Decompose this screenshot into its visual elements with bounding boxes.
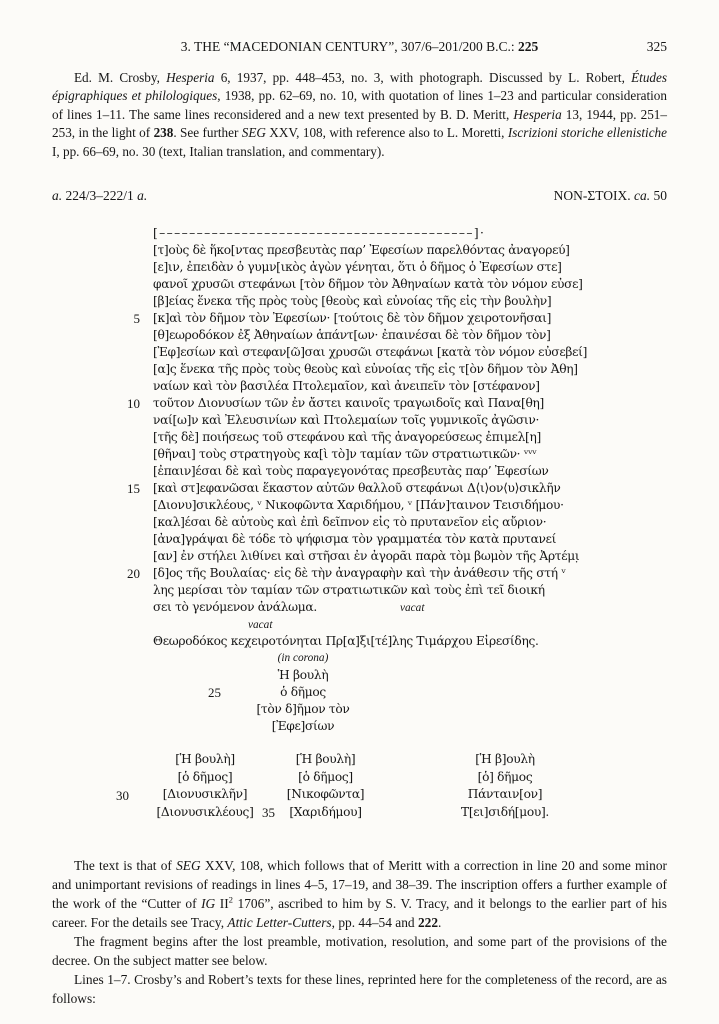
inscription-text: [α]ς ἕνεκα τῆς πρὸς τοὺς θεοὺς καὶ εὐνοίας τῆς εἰς τ[ὸν δῆμον τὸν Ἀθη]	[153, 362, 578, 377]
inscription-text: [β]είας ἕνεκα τῆς πρὸς τοὺς [θεοὺς καὶ εὐνοίας τῆς εἰς τὴν βουλὴν]	[153, 294, 552, 309]
inscription-line	[153, 344, 667, 361]
inscription-text: ὁ δῆμος	[280, 685, 326, 700]
inscription-text: ναίων καὶ τὸν βασιλέα Πτολεμαῖον, καὶ ἀνειπεῖν τὸν [στέφανον]	[153, 379, 540, 394]
inscription-text: [θῆναι] τοὺς στρατηγοὺς κα[ὶ τὸ]ν ταμίαν τῶν στρατιωτικῶν· ᵛᵛᵛ	[153, 447, 537, 462]
inscription-text: [καὶ στ]εφανῶσαι ἕκαστον αὐτῶν θαλλοῦ στεφάνωι Δ⟨ι⟩ον⟨υ⟩σικλῆν	[153, 481, 561, 496]
crown-columns-block	[52, 751, 667, 829]
text-segment: Hesperia	[513, 106, 562, 122]
crown-line: [ὁ δῆμος]	[298, 769, 353, 784]
line-number: 25	[208, 685, 221, 701]
crown-line: [Νικοφῶντα]	[286, 787, 365, 802]
text-segment: a.	[52, 188, 63, 204]
text-segment: 224/3–222/1	[62, 188, 138, 204]
line-number: 10	[127, 396, 140, 412]
inscription-line	[153, 378, 667, 395]
text-segment: ca.	[634, 188, 651, 204]
crown-line: [Διονυσικλέους]	[156, 804, 254, 819]
text-segment: Iscrizioni storiche ellenistiche	[507, 125, 667, 141]
stoichedon-note	[554, 188, 667, 204]
inscription-text: Ἡ βουλὴ	[277, 668, 329, 683]
inscription-line	[153, 497, 667, 514]
inscription-text: [καλ]έσαι δὲ αὐτοὺς καὶ ἐπὶ δεῖπνον εἰς τὸ πρυτανεῖον εἰς αὔριον·	[153, 515, 547, 530]
inscription-line	[133, 310, 667, 327]
text-segment: 13, 1944, pp. 251–253, in the light of	[52, 106, 667, 141]
text-segment: 222	[417, 915, 439, 931]
inscription-line	[153, 514, 667, 531]
text-segment: 225	[518, 39, 539, 54]
inscription-text: [τὸν δ]ῆμον τὸν	[256, 702, 350, 717]
inscription-line	[127, 480, 667, 497]
date-attribution	[52, 188, 147, 204]
text-segment: IG	[201, 896, 216, 912]
inscription-line	[153, 463, 667, 480]
line-number-35: 35	[262, 805, 275, 821]
inscription-line	[153, 531, 667, 548]
inscription-line	[153, 327, 667, 344]
text-segment: SEG	[176, 858, 201, 874]
text-segment: .	[438, 915, 442, 931]
crown-line: [ὁ δῆμος]	[177, 769, 233, 784]
commentary-paragraph	[52, 932, 667, 970]
page-number: 325	[646, 39, 667, 54]
crown-line: Τ[ει]σιδή[μου].	[460, 804, 550, 819]
crown-line: [Ἡ β]ουλὴ	[475, 752, 535, 767]
commentary-paragraph	[52, 970, 667, 1008]
text-segment: XXV, 108, with reference also to L. Moretti,	[265, 125, 508, 141]
inscription-text: [δ]ος τῆς Βουλαίας· εἰς δὲ τὴν ἀναγραφὴν καὶ τὴν ἀνάθεσιν τῆς στή ᵛ	[153, 566, 566, 581]
inscription-text: [Ἐφ]εσίων καὶ στεφαν[ῶ]σαι χρυσῶι στεφάνωι [κατὰ τὸν νόμον εὐσεβεί]	[153, 345, 588, 360]
text-segment: 3. THE “MACEDONIAN CENTURY”, 307/6–201/200 B.C.:	[180, 39, 518, 54]
inscription-text: [ε]ιν, ἐπειδὰν ὁ γυμν[ικὸς ἀγὼν γένηται, ὅτι ὁ δῆμος ὁ Ἐφεσίων στε]	[153, 260, 562, 275]
inscription-line	[153, 259, 667, 276]
line-number-30: 30	[116, 788, 129, 804]
vacat-line	[153, 616, 667, 633]
inscription-text: φανοῖ χρυσῶι στεφάνωι [τὸν δῆμον τὸν Ἀθηναίων κατὰ τὸν νόμον εὐσε]	[153, 277, 583, 292]
inscription-text: τοῦτον Διονυσίων τῶν ἐν ἄστει καινοῖς τραγωιδοῖς καὶ Πανα[θη]	[153, 396, 544, 411]
commentary-paragraph	[52, 856, 667, 932]
inscription-text: [κ]αὶ τὸν δῆμον τὸν Ἐφεσίων· [τούτοις δὲ τὸν δῆμον χειροτονῆσαι]	[153, 311, 552, 326]
text-segment: 6, 1937, pp. 448–453, no. 3, with photograph. Discussed by L. Robert,	[214, 70, 632, 85]
text-segment: Ed. M. Crosby,	[74, 70, 167, 85]
page-header	[52, 38, 667, 55]
inscription-line	[153, 276, 667, 293]
inscription-text: [αν] ἐν στήλει λιθίνει καὶ στῆσαι ἐν ἀγορᾶι παρὰ τὸμ βωμὸν τῆς Ἀρτέμι̣	[153, 549, 580, 564]
corona-line	[153, 718, 453, 735]
text-segment: Études épigraphiques et philologiques	[52, 70, 667, 104]
text-segment: The fragment begins after the lost preamble, motivation, resolution, and some part of the provisions of the decree. On the subject matter see below.	[52, 934, 667, 969]
inscription-line	[153, 599, 667, 616]
inscription-text: [τ]οὺς δὲ ἥκο[ντας πρεσβευτὰς παρ’ Ἐφεσίων παρελθόντας ἀναγορεύ]	[153, 243, 570, 258]
inscription-line	[127, 565, 667, 582]
text-segment: Lines 1–7. Crosby’s and Robert’s texts for these lines, reprinted here for the completeness of the record, are as follows:	[52, 972, 667, 1007]
inscription-line	[153, 361, 667, 378]
crown-line: [Διονυσικλῆν]	[162, 787, 248, 802]
theorodokos-text: Θεωροδόκος κεχειροτόνηται Πρ[α]ξι[τέ]λης Τιμάρχου Εἰρεσίδης.	[153, 634, 539, 649]
text-segment: 1706”, ascribed to him by S. V. Tracy, and it belongs to the earlier part of his career. For the details see Tracy,	[52, 896, 667, 931]
inscription-line	[153, 293, 667, 310]
corona-line	[153, 684, 453, 701]
line-number: 15	[127, 481, 140, 497]
inscription-lines	[127, 242, 667, 616]
corona-line	[153, 667, 453, 684]
text-segment: a.	[137, 188, 148, 204]
crown-line: Πάνταιν[ον]	[467, 787, 543, 802]
inscription-text: [θ]εωροδόκον ἐξ Ἀθηναίων ἁπάντ[ων· ἐπαινέσαι δὲ τὸν δῆμον τὸν]	[153, 328, 551, 343]
inscription-line	[153, 446, 667, 463]
text-segment: Hesperia	[166, 70, 215, 85]
text-segment: NON-ΣΤΟΙΧ.	[553, 188, 634, 204]
line-number: 20	[127, 566, 140, 582]
bibliography-paragraph	[52, 69, 667, 161]
crown-line: [Χαριδήμου]	[289, 804, 362, 819]
inscription-text: λης μερίσαι τὸν ταμίαν τῶν στρατιωτικῶν καὶ τοὺς ἐπὶ τεῖ διοική	[153, 583, 545, 598]
text-segment: 238	[153, 125, 174, 141]
section-title	[181, 39, 539, 54]
inscription-text: [Ἐφε]σίων	[271, 719, 335, 734]
text-segment: . See further	[173, 125, 242, 141]
text-segment: I, pp. 66–69, no. 30 (text, Italian translation, and commentary).	[52, 143, 385, 159]
inscription-text: ναί[ω]ν καὶ Ἐλευσινίων καὶ Πτολεμαίων τοῖς γυμνικοῖς ἀγῶσιν·	[153, 413, 540, 428]
inscription-text: [ἐπαιν]έσαι δὲ καὶ τοὺς παραγεγονότας πρεσβευτὰς παρ’ Ἐφεσίων	[153, 464, 549, 479]
inscription-line	[153, 242, 667, 259]
text-segment: 2	[228, 894, 234, 905]
inscription-line	[153, 582, 667, 599]
inscription-text: [ἀνα]γράψαι δὲ τόδε τὸ ψήφισμα τὸν γραμματέα τὸν κατὰ πρυτανεί	[153, 532, 557, 547]
text-segment: , pp. 44–54 and	[331, 915, 418, 931]
lacuna-line: [––––––––––––––––––––––––––––––––––––––––––]·	[153, 226, 486, 241]
text-segment: II	[215, 896, 229, 912]
text-segment: Attic Letter-Cutters	[227, 915, 332, 931]
text-segment: SEG	[241, 125, 266, 141]
commentary-section	[52, 856, 667, 1008]
inscription-line	[153, 548, 667, 565]
crown-line: [ὁ] δῆμος	[477, 769, 533, 784]
vacat-note: vacat	[400, 602, 425, 615]
date-attribution-row	[52, 188, 667, 204]
line-number: 5	[133, 311, 140, 327]
text-segment: The text is that of	[74, 858, 177, 874]
text-segment: , 1938, pp. 62–69, no. 10, with quotation of lines 1–23 and particular consideration of lines 1–11. The same lines reconsidered and a new text presented by B. D. Meritt,	[52, 88, 667, 122]
text-segment: 50	[650, 188, 667, 204]
inscription-text: [Διονυ]σικλέους, ᵛ Νικοφῶντα Χαριδήμου, ᵛ [Πάν]ταινον Τεισιδήμου·	[153, 498, 564, 513]
inscription-line	[127, 395, 667, 412]
corona-label: (in corona)	[277, 652, 329, 665]
inscription-block	[127, 225, 667, 735]
inscription-text: σει τὸ γενόμενον ἀνάλωμα.	[153, 600, 317, 615]
inscription-line	[153, 412, 667, 429]
crown-line: [Ἡ βουλὴ]	[175, 752, 235, 767]
crown-column-2	[258, 751, 393, 821]
inscription-text: [τῆς δὲ] ποιήσεως τοῦ στεφάνου καὶ τῆς ἀναγορεύσεως ἐπιμελ[η]	[153, 430, 541, 445]
text-segment: XXV, 108, which follows that of Meritt with a correction in line 20 and some minor and unimportant revisions of readings in lines 4–5, 17–19, and 38–39. The inscription offers a further example of the work of the “Cutter of	[52, 858, 667, 912]
theorodokos-line	[153, 633, 667, 650]
crown-column-3	[425, 751, 585, 821]
corona-lines	[153, 667, 667, 735]
vacat-note: vacat	[248, 619, 273, 632]
crown-line: [Ἡ βουλὴ]	[295, 752, 356, 767]
corona-line	[153, 701, 453, 718]
inscription-line	[153, 429, 667, 446]
